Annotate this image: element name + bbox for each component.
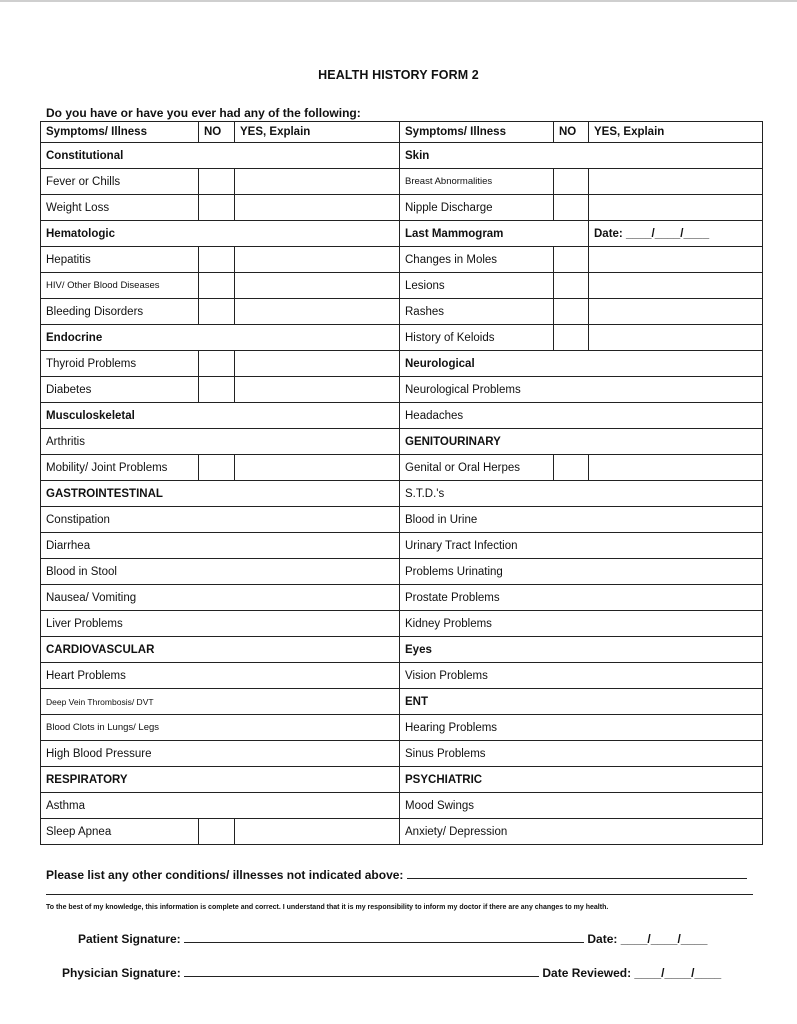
yes-explain-cell[interactable] <box>235 455 400 481</box>
table-row <box>41 429 763 455</box>
yes-explain-cell[interactable] <box>589 273 763 299</box>
symptom-label: ENT <box>400 689 763 715</box>
no-checkbox-cell[interactable] <box>199 169 235 195</box>
table-row <box>41 143 763 169</box>
symptom-label: Constitutional <box>41 143 400 169</box>
symptom-label: Rashes <box>400 299 554 325</box>
no-checkbox-cell[interactable] <box>554 247 589 273</box>
symptom-label: CARDIOVASCULAR <box>41 637 400 663</box>
symptom-label: GASTROINTESTINAL <box>41 481 400 507</box>
symptom-label: Blood Clots in Lungs/ Legs <box>41 715 400 741</box>
symptom-label: Heart Problems <box>41 663 400 689</box>
symptom-label: Mobility/ Joint Problems <box>41 455 199 481</box>
symptom-label: Changes in Moles <box>400 247 554 273</box>
no-checkbox-cell[interactable] <box>554 195 589 221</box>
symptom-label: Endocrine <box>41 325 400 351</box>
no-checkbox-cell[interactable] <box>554 169 589 195</box>
form-intro: Do you have or have you ever had any of the following: <box>46 106 361 120</box>
symptom-label: S.T.D.'s <box>400 481 763 507</box>
table-row <box>41 585 763 611</box>
yes-explain-cell[interactable] <box>589 195 763 221</box>
no-checkbox-cell[interactable] <box>199 819 235 845</box>
symptom-label: Nipple Discharge <box>400 195 554 221</box>
physician-signature-label: Physician Signature: <box>62 966 181 980</box>
yes-explain-cell[interactable] <box>589 299 763 325</box>
form-title: HEALTH HISTORY FORM 2 <box>318 68 479 82</box>
header-symptoms-right: Symptoms/ Illness <box>400 122 554 143</box>
symptom-label: Urinary Tract Infection <box>400 533 763 559</box>
symptom-label: Constipation <box>41 507 400 533</box>
no-checkbox-cell[interactable] <box>554 455 589 481</box>
symptom-label: Breast Abnormalities <box>400 169 554 195</box>
table-row <box>41 611 763 637</box>
table-row <box>41 481 763 507</box>
yes-explain-cell[interactable] <box>235 819 400 845</box>
patient-signature-row <box>78 930 707 946</box>
symptom-label: Hematologic <box>41 221 400 247</box>
symptom-label: Neurological <box>400 351 763 377</box>
symptom-label: Mood Swings <box>400 793 763 819</box>
symptom-label: Blood in Urine <box>400 507 763 533</box>
other-conditions-input[interactable] <box>407 866 747 879</box>
no-checkbox-cell[interactable] <box>199 247 235 273</box>
no-checkbox-cell[interactable] <box>199 195 235 221</box>
symptom-label: RESPIRATORY <box>41 767 400 793</box>
health-history-table <box>40 121 763 845</box>
symptom-label: Nausea/ Vomiting <box>41 585 400 611</box>
symptom-label: Musculoskeletal <box>41 403 400 429</box>
no-checkbox-cell[interactable] <box>554 273 589 299</box>
symptom-label: Lesions <box>400 273 554 299</box>
symptom-label: Anxiety/ Depression <box>400 819 763 845</box>
no-checkbox-cell[interactable] <box>199 273 235 299</box>
table-row <box>41 273 763 299</box>
physician-signature-row <box>62 964 721 980</box>
yes-explain-cell[interactable] <box>589 247 763 273</box>
symptom-label: PSYCHIATRIC <box>400 767 763 793</box>
patient-signature-label: Patient Signature: <box>78 932 181 946</box>
no-checkbox-cell[interactable] <box>199 351 235 377</box>
table-row <box>41 195 763 221</box>
table-row <box>41 221 763 247</box>
symptom-label: Arthritis <box>41 429 400 455</box>
symptom-label: Last Mammogram <box>400 221 589 247</box>
table-row <box>41 689 763 715</box>
physician-signature-input[interactable] <box>184 964 539 977</box>
table-row <box>41 351 763 377</box>
table-header-row <box>41 122 763 143</box>
yes-explain-cell[interactable] <box>235 351 400 377</box>
table-row <box>41 741 763 767</box>
symptom-label: Eyes <box>400 637 763 663</box>
header-no-left: NO <box>199 122 235 143</box>
symptom-label: GENITOURINARY <box>400 429 763 455</box>
table-row <box>41 637 763 663</box>
yes-explain-cell[interactable] <box>589 455 763 481</box>
symptom-label: History of Keloids <box>400 325 554 351</box>
symptom-label: Genital or Oral Herpes <box>400 455 554 481</box>
header-no-right: NO <box>554 122 589 143</box>
no-checkbox-cell[interactable] <box>199 299 235 325</box>
symptom-label: HIV/ Other Blood Diseases <box>41 273 199 299</box>
symptom-label: Deep Vein Thrombosis/ DVT <box>41 689 400 715</box>
physician-date-label[interactable]: Date Reviewed: ____/____/____ <box>542 966 722 980</box>
yes-explain-cell[interactable] <box>589 169 763 195</box>
yes-explain-cell[interactable] <box>235 377 400 403</box>
symptom-label: Diabetes <box>41 377 199 403</box>
table-row <box>41 507 763 533</box>
other-conditions-line <box>46 866 766 882</box>
yes-explain-cell[interactable] <box>235 273 400 299</box>
table-row <box>41 325 763 351</box>
symptom-label: Weight Loss <box>41 195 199 221</box>
table-row <box>41 715 763 741</box>
symptom-label: Headaches <box>400 403 763 429</box>
top-border <box>0 0 797 2</box>
symptom-label: Hepatitis <box>41 247 199 273</box>
symptom-label: Sleep Apnea <box>41 819 199 845</box>
no-checkbox-cell[interactable] <box>199 455 235 481</box>
table-row <box>41 767 763 793</box>
symptom-label: Hearing Problems <box>400 715 763 741</box>
table-row <box>41 169 763 195</box>
symptom-label: Asthma <box>41 793 400 819</box>
mammogram-date-field[interactable]: Date: ____/____/____ <box>589 221 763 247</box>
table-row <box>41 533 763 559</box>
symptom-label: Sinus Problems <box>400 741 763 767</box>
symptom-label: Liver Problems <box>41 611 400 637</box>
yes-explain-cell[interactable] <box>235 247 400 273</box>
symptom-label: Kidney Problems <box>400 611 763 637</box>
symptom-label: Blood in Stool <box>41 559 400 585</box>
patient-signature-input[interactable] <box>184 930 584 943</box>
disclaimer: To the best of my knowledge, this information is complete and correct. I understand that it is my responsibility to inform my doctor if there are any changes to my health. <box>46 904 609 911</box>
table-row <box>41 559 763 585</box>
table-row <box>41 299 763 325</box>
table-row <box>41 377 763 403</box>
symptom-label: Diarrhea <box>41 533 400 559</box>
table-row <box>41 455 763 481</box>
symptom-label: Bleeding Disorders <box>41 299 199 325</box>
table-row <box>41 247 763 273</box>
symptom-label: Fever or Chills <box>41 169 199 195</box>
yes-explain-cell[interactable] <box>235 169 400 195</box>
table-row <box>41 663 763 689</box>
patient-date-label[interactable]: Date: ____/____/____ <box>587 932 708 946</box>
no-checkbox-cell[interactable] <box>199 377 235 403</box>
yes-explain-cell[interactable] <box>235 195 400 221</box>
symptom-label: Thyroid Problems <box>41 351 199 377</box>
table-row <box>41 403 763 429</box>
yes-explain-cell[interactable] <box>235 299 400 325</box>
no-checkbox-cell[interactable] <box>554 325 589 351</box>
symptom-label: Vision Problems <box>400 663 763 689</box>
table-row <box>41 793 763 819</box>
symptom-label: Prostate Problems <box>400 585 763 611</box>
header-yes-left: YES, Explain <box>235 122 400 143</box>
header-symptoms-left: Symptoms/ Illness <box>41 122 199 143</box>
symptom-label: Skin <box>400 143 763 169</box>
no-checkbox-cell[interactable] <box>554 299 589 325</box>
other-conditions-label: Please list any other conditions/ illnesses not indicated above: <box>46 868 404 882</box>
table-row <box>41 819 763 845</box>
other-conditions-input-line2[interactable] <box>46 894 753 895</box>
header-yes-right: YES, Explain <box>589 122 763 143</box>
symptom-label: High Blood Pressure <box>41 741 400 767</box>
symptom-label: Neurological Problems <box>400 377 763 403</box>
symptom-label: Problems Urinating <box>400 559 763 585</box>
yes-explain-cell[interactable] <box>589 325 763 351</box>
